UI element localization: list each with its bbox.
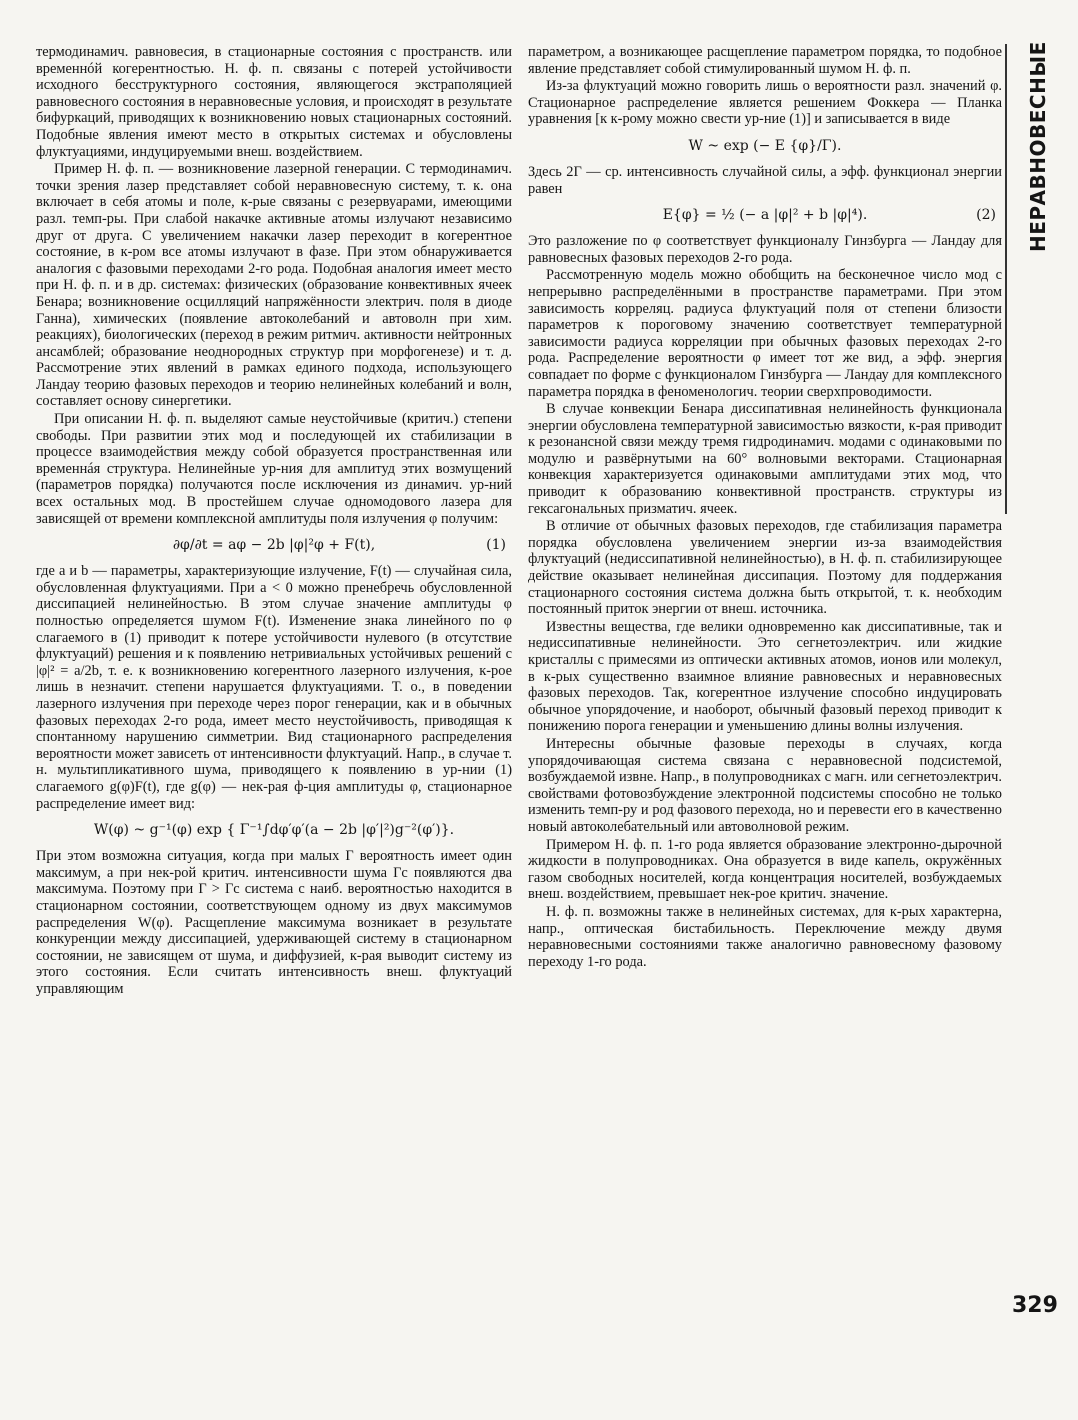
paragraph: Рассмотренную модель можно обобщить на бесконечное число мод с непрерывно распределёнными в пространстве параметрами. При этом зависимость корреляц. радиуса флуктуаций поля от степени близости параметров к пороговому значению соответствует температурной зависимости радиуса корреляции при обычных фазовых переходах 2-го рода. Распределение вероятности φ имеет тот же вид, а эфф. энергия совпадает по форме с функционалом Гинзбурга — Ландау для комплексного параметра порядка в феноменологич. теории сверхпроводимости. (528, 267, 1002, 400)
paragraph: термодинамич. равновесия, в стационарные состояния с пространств. или временнóй когерентностью. Н. ф. п. связаны с потерей устойчивости исходного бесструктурного состояния, являющегося экстраполяцией равновесного состояния в неравновесные условия, и происходят в результате бифуркаций, приводящих к возникновению новых стационарных состояний. Подобные явления имеют место в открытых системах и обусловлены флуктуациями, индуцируемыми внеш. воздействием. (36, 44, 512, 160)
running-head: НЕРАВНОВЕСНЫЕ (1026, 41, 1050, 252)
paragraph: В отличие от обычных фазовых переходов, где стабилизация параметра порядка обусловлена увеличением энергии из-за взаимодействия флуктуаций (недиссипативной нелинейностью), в Н. ф. п. стабилизирующее действие оказывает нелинейная диссипация. Поэтому для поддержания стационарного состояния система должна быть открытой, т. к. необходим постоянный приток энергии от внеш. источника. (528, 518, 1002, 618)
equation-body: W(φ) ~ g⁻¹(φ) exp { Γ⁻¹∫dφ′φ′(a − 2b |φ′|²)g⁻²(φ′)}. (93, 822, 455, 839)
paragraph: Н. ф. п. возможны также в нелинейных системах, для к-рых характерна, напр., оптическая бистабильность. Переключение между двумя неравновесными состояниями также аналогично равновесному фазовому переходу 1-го рода. (528, 903, 1002, 970)
equation-body: ∂φ/∂t = aφ − 2b |φ|²φ + F(t), (172, 537, 376, 554)
paragraph: Известны вещества, где велики одновременно как диссипативные, так и недиссипативные нелинейности. Это сегнетоэлектрич. или жидкие кристаллы с примесями из оптически активных атомов, ионов или молекул, в к-рых существенно взаимное влияние равновесных и неравновесных фазовых переходов. Так, когерентное излучение способно индуцировать обычное упорядочение, и наоборот, обычный фазовый переход приводит к понижению порога генерации и уменьшению длины волны излучения. (528, 618, 1002, 735)
equation-1 (36, 536, 512, 554)
running-head-rule (1005, 44, 1007, 514)
equation-stationary-distribution (36, 821, 512, 839)
page-number: 329 (1012, 1293, 1058, 1318)
paragraph: где a и b — параметры, характеризующие излучение, F(t) — случайная сила, обусловленная флуктуациями. При a < 0 можно пренебречь обусловленной диссипацией нелинейностью. В этом случае значение амплитуды φ полностью определяется шумом F(t). Изменение знака линейного по φ слагаемого в (1) приводит к потере устойчивости нулевого (в отсутствие флуктуаций) решения и к появлению нетривиальных устойчивых решений с |φ|² = a/2b, т. е. к возникновению когерентного лазерного излучения, к-рое лишь в незначит. степени нарушается флуктуациями. Т. о., в поведении лазерного излучения при переходе через порог генерации, как и в обычных фазовых переходах 2-го рода, имеет место неустойчивость, приводящая к спонтанному нарушению симметрии. Вид стационарного распределения вероятности может зависеть от интенсивности флуктуаций. Напр., в случае т. н. мультипликативного шума, приводящего к появлению в ур-нии (1) слагаемого g(φ)F(t), где g(φ) — нек-рая ф-ция амплитуды φ, стационарное распределение имеет вид: (36, 563, 512, 812)
equation-number: (1) (486, 537, 506, 554)
paragraph: Примером Н. ф. п. 1-го рода является образование электронно-дырочной жидкости в полупроводниках. Она образуется в виде капель, окружённых газом свободных носителей, когда концентрация носителей, возбуждаемых внеш. воздействием, превышает нек-рое критич. значение. (528, 836, 1002, 903)
paragraph: Из-за флуктуаций можно говорить лишь о вероятности разл. значений φ. Стационарное распределение является решением Фоккера — Планка уравнения [к к-рому можно свести ур-ние (1)] и записывается в виде (528, 78, 1002, 128)
paragraph: Пример Н. ф. п. — возникновение лазерной генерации. С термодинамич. точки зрения лазер представляет собой неравновесную систему, т. к. она включает в себя атомы и поле, к-рые связаны с резервуарами, имеющими разл. темп-ры. При слабой накачке активные атомы излучают независимо друг от друга. С увеличением накачки лазер переходит в когерентное состояние, в к-ром все атомы излучают в фазе. При этом обнаруживается аналогия с фазовыми переходами 2-го рода. Подобная аналогия имеет место при Н. ф. п. и в др. системах: физических (образование конвективных ячеек Бенара; возникновение осцилляций напряжённости электрич. поля в диоде Ганна), химических (появление автоколебаний и автоволн при хим. реакциях), биологических (переход в режим ритмич. активности нейтронных ансамблей; образование неоднородных структур при морфогенезе) и т. д. Рассмотрение этих явлений в рамках единого подхода, использующего Ландау теорию фазовых переходов и теорию нелинейных колебаний и волн, составляет основу синергетики. (36, 161, 512, 410)
paragraph: параметром, а возникающее расщепление параметром порядка, то подобное явление представляет собой стимулированный шумом Н. ф. п. (528, 44, 1002, 77)
equation-body: E{φ} = ½ (− a |φ|² + b |φ|⁴). (662, 207, 868, 224)
equation-number: (2) (976, 207, 996, 224)
left-text-column (36, 44, 512, 997)
paragraph: Интересны обычные фазовые переходы в случаях, когда упорядочивающая система связана с неравновесной подсистемой, возбуждаемой извне. Напр., в полупроводниках с магн. или сегнетоэлектрич. свойствами фотовозбуждение электронной подсистемы способно не только изменить темп-ру и род фазового перехода, но и перевести его в качественно новый автоколебательный или автоволновой режим. (528, 735, 1002, 835)
paragraph: Здесь 2Γ — ср. интенсивность случайной силы, а эфф. функционал энергии равен (528, 163, 1002, 197)
paragraph: Это разложение по φ соответствует функционалу Гинзбурга — Ландау для равновесных фазовых переходов 2-го рода. (528, 233, 1002, 266)
paragraph: При описании Н. ф. п. выделяют самые неустойчивые (критич.) степени свободы. При развитии этих мод и последующей их стабилизации в процессе взаимодействия между собой образуется пространственная или временнáя структура. Нелинейные ур-ния для амплитуд этих возмущений (параметров порядка) получаются после исключения из динамич. ур-ний всех остальных мод. В простейшем случае одномодового лазера для зависящей от времени комплексной амплитуды поля излучения φ получим: (36, 411, 512, 527)
paragraph: При этом возможна ситуация, когда при малых Γ вероятность имеет один максимум, а при нек-рой критич. интенсивности шума Γc появляются два максимума. Поэтому при Γ > Γc система с наиб. вероятностью находится в стационарном состоянии, соответствующем одному из двух максимумов распределения W(φ). Расщепление максимума возникает в результате конкуренции между диссипацией, удерживающей систему в стационарном состоянии, не зависящем от шума, и диффузией, к-рая выводит систему из этого состояния. Если считать интенсивность внеш. флуктуаций управляющим (36, 848, 512, 997)
equation-probability (528, 137, 1002, 155)
equation-2 (528, 206, 1002, 224)
right-text-column (528, 44, 1002, 970)
equation-body: W ~ exp (− E {φ}/Γ). (688, 137, 842, 154)
paragraph: В случае конвекции Бенара диссипативная нелинейность функционала энергии обусловлена температурной зависимостью вязкости, к-рая приводит к резонансной связи между тремя гидродинамич. модами с одинаковыми по модулю и развёрнутыми на 60° волновыми векторами. Стационарная конвекция характеризуется одинаковыми амплитудами этих мод, что приводит к образованию конвективной пространств. структуры из гексагональных призматич. ячеек. (528, 401, 1002, 517)
